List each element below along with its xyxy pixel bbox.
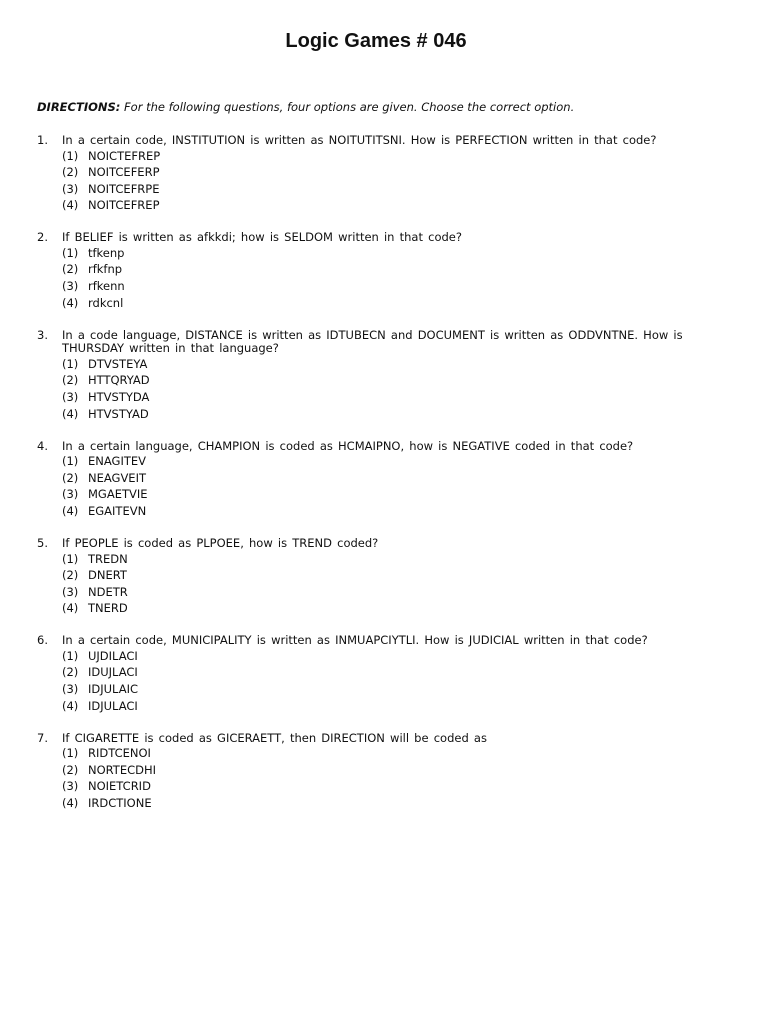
option-number: (4) <box>62 295 79 310</box>
option-value: NOICTEFREP <box>88 148 161 163</box>
option-value: rdkcnl <box>88 295 124 310</box>
option-1 <box>62 745 727 762</box>
option-value: MGAETVIE <box>88 487 148 502</box>
option-number: (3) <box>62 584 79 599</box>
option-number: (1) <box>62 454 79 469</box>
option-2 <box>62 664 727 681</box>
directions <box>37 100 574 114</box>
option-number: (1) <box>62 551 79 566</box>
option-number: (3) <box>62 279 79 294</box>
option-number: (2) <box>62 373 79 388</box>
option-1 <box>62 356 727 373</box>
option-3 <box>62 584 727 601</box>
option-number: (1) <box>62 648 79 663</box>
option-value: NORTECDHI <box>88 762 157 777</box>
option-3 <box>62 389 727 406</box>
option-value: NEAGVEIT <box>88 470 146 485</box>
question-text: In a code language, DISTANCE is written as IDTUBECN and DOCUMENT is written as ODDVNTNE. How is THURSDAY written in that language? <box>62 327 683 356</box>
option-number: (2) <box>62 470 79 485</box>
option-4 <box>62 295 727 312</box>
question-7 <box>37 732 727 812</box>
option-value: IDJULAIC <box>88 682 139 697</box>
option-3 <box>62 778 727 795</box>
option-2 <box>62 567 727 584</box>
option-value: IDJULACI <box>88 698 138 713</box>
question-number: 4. <box>37 438 48 453</box>
option-number: (2) <box>62 262 79 277</box>
option-number: (3) <box>62 779 79 794</box>
page-title: Logic Games # 046 <box>285 30 467 52</box>
option-number: (2) <box>62 165 79 180</box>
option-value: NOITCEFERP <box>88 165 160 180</box>
option-number: (3) <box>62 487 79 502</box>
option-number: (4) <box>62 698 79 713</box>
option-1 <box>62 453 727 470</box>
question-number: 7. <box>37 730 48 745</box>
question-text: In a certain code, MUNICIPALITY is written as INMUAPCIYTLI. How is JUDICIAL written in that code? <box>62 633 648 648</box>
option-number: (4) <box>62 406 79 421</box>
option-3 <box>62 278 727 295</box>
question-number: 1. <box>37 133 48 147</box>
option-2 <box>62 762 727 779</box>
directions-text: For the following questions, four options are given. Choose the correct option. <box>124 100 575 114</box>
option-number: (1) <box>62 245 79 260</box>
option-value: TNERD <box>88 601 128 616</box>
question-text: If PEOPLE is coded as PLPOEE, how is TREND coded? <box>62 536 379 550</box>
option-number: (2) <box>62 762 79 777</box>
option-3 <box>62 181 727 198</box>
option-value: IDUJLACI <box>88 665 138 680</box>
question-3 <box>37 329 727 422</box>
option-number: (2) <box>62 568 79 583</box>
question-number: 5. <box>37 536 48 550</box>
option-4 <box>62 406 727 423</box>
option-2 <box>62 164 727 181</box>
option-value: ENAGITEV <box>88 454 146 469</box>
option-2 <box>62 261 727 278</box>
option-3 <box>62 486 727 503</box>
option-number: (1) <box>62 356 79 371</box>
option-number: (4) <box>62 198 79 213</box>
question-5 <box>37 537 727 617</box>
question-number: 3. <box>37 327 48 342</box>
option-value: HTVSTYDA <box>88 389 150 404</box>
option-number: (4) <box>62 796 79 811</box>
question-6 <box>37 634 727 714</box>
option-value: DTVSTEYA <box>88 356 148 371</box>
option-value: TREDN <box>88 551 128 566</box>
option-2 <box>62 470 727 487</box>
question-number: 6. <box>37 633 48 648</box>
option-value: RIDTCENOI <box>88 746 151 761</box>
option-1 <box>62 245 727 262</box>
option-value: HTVSTYAD <box>88 406 149 421</box>
question-1 <box>37 134 727 214</box>
option-value: IRDCTIONE <box>88 796 152 811</box>
option-3 <box>62 681 727 698</box>
question-text: If BELIEF is written as afkkdi; how is SELDOM written in that code? <box>62 230 462 245</box>
question-text: If CIGARETTE is coded as GICERAETT, then DIRECTION will be coded as <box>62 730 487 745</box>
question-4 <box>37 440 727 520</box>
option-value: rfkenn <box>88 279 125 294</box>
question-list <box>37 134 727 829</box>
option-1 <box>62 648 727 665</box>
option-4 <box>62 698 727 715</box>
option-value: DNERT <box>88 568 127 583</box>
option-number: (3) <box>62 682 79 697</box>
option-2 <box>62 372 727 389</box>
option-value: EGAITEVN <box>88 503 147 518</box>
question-text: In a certain language, CHAMPION is coded as HCMAIPNO, how is NEGATIVE coded in that code? <box>62 438 634 453</box>
option-1 <box>62 148 727 165</box>
option-1 <box>62 551 727 568</box>
option-4 <box>62 795 727 812</box>
option-value: NOITCEFREP <box>88 198 160 213</box>
option-value: tfkenp <box>88 245 125 260</box>
option-value: NOIETCRID <box>88 779 151 794</box>
option-value: HTTQRYAD <box>88 373 150 388</box>
option-number: (3) <box>62 389 79 404</box>
option-value: NDETR <box>88 584 128 599</box>
option-4 <box>62 503 727 520</box>
option-value: rfkfnp <box>88 262 123 277</box>
option-number: (3) <box>62 181 79 196</box>
option-number: (4) <box>62 601 79 616</box>
option-value: NOITCEFRPE <box>88 181 160 196</box>
option-number: (4) <box>62 503 79 518</box>
option-4 <box>62 197 727 214</box>
option-number: (1) <box>62 148 79 163</box>
directions-label: DIRECTIONS: <box>37 100 121 114</box>
option-4 <box>62 600 727 617</box>
question-text: In a certain code, INSTITUTION is written as NOITUTITSNI. How is PERFECTION written in that code? <box>62 133 657 147</box>
question-2 <box>37 231 727 311</box>
question-number: 2. <box>37 230 48 245</box>
option-number: (2) <box>62 665 79 680</box>
option-number: (1) <box>62 746 79 761</box>
option-value: UJDILACI <box>88 648 138 663</box>
